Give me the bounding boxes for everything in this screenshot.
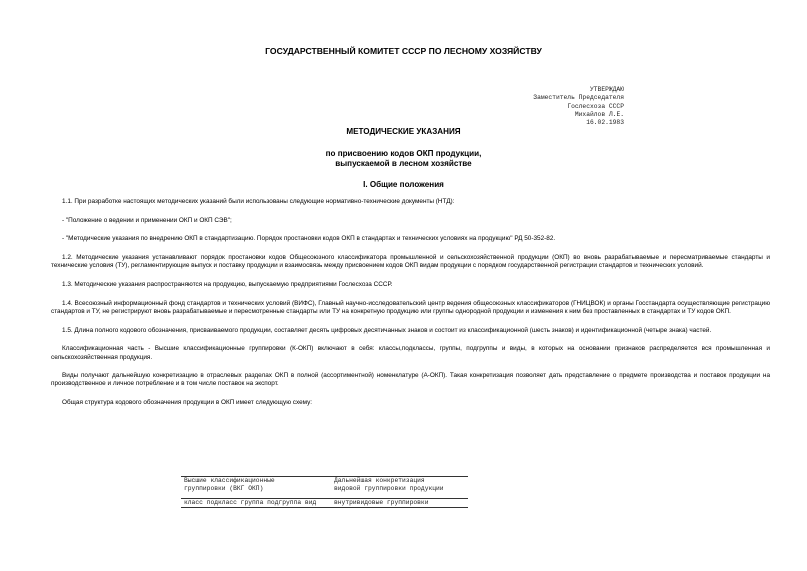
scheme-left-detail: класс подкласс группа подгруппа вид — [184, 499, 317, 507]
scheme-right-header: Дальнейшая конкретизация — [334, 477, 425, 484]
approval-line: Гослесхоза СССР — [567, 102, 624, 110]
scheme-divider — [181, 507, 468, 508]
paragraph: Виды получают дальнейшую конкретизацию в отраслевых разделах ОКП в полной (ассортиментной) номенклатуре (А-ОКП). Такая конкретизация позволяет дать представление о предмете производства и поставок продукции на производственное и личное потребление и в том числе поставок на экспорт. — [51, 372, 770, 388]
subtitle-line: выпускаемой в лесном хозяйстве — [335, 159, 472, 169]
paragraph: - "Положение о ведении и применении ОКП и ОКП СЭВ"; — [62, 216, 232, 224]
paragraph: 1.4. Всесоюзный информационный фонд стандартов и технических условий (ВИФС), Главный научно-исследовательский центр ведения общесоюзных классификаторов (ГНИЦВОК) и органы Госстандарта осуществляющие регистрацию стандартов и ТУ, не регистрируют вновь разрабатываемые и пересмотренные стандарты или ТУ на конкретную продукцию или группы однородной продукции и изменения к ним без проставленных в стандартах и ТУ кодов ОКП. — [51, 299, 770, 315]
approval-line: УТВЕРЖДАЮ — [589, 86, 624, 93]
scheme-left-header: Высшие классификационные — [184, 477, 275, 484]
approval-stamp — [533, 86, 624, 127]
document-title: МЕТОДИЧЕСКИЕ УКАЗАНИЯ — [346, 127, 461, 136]
section-heading: I. Общие положения — [363, 180, 444, 189]
document-subtitle — [0, 149, 807, 169]
scheme-right-header: видовой группировки продукции — [334, 485, 444, 493]
body-text — [51, 198, 770, 418]
scheme-detail-row — [181, 499, 468, 507]
scheme-right-detail: внутривидовые группировки — [334, 499, 429, 507]
approval-line: 16.02.1983 — [586, 119, 624, 127]
paragraph: 1.5. Длина полного кодового обозначения, присваиваемого продукции, составляет десять цифровых десятичанных знаков и состоит из классификационной (шесть знаков) и идентификационной (четыре знака) частей. — [62, 326, 712, 334]
scheme-header-row — [181, 485, 468, 493]
scheme-left-header: группировки (ВКГ ОКП) — [184, 485, 264, 493]
paragraph: - "Методические указания по внедрению ОКП в стандартизацию. Порядок простановки кодов ОКП в стандартах и технических условиях на продукцию" РД 50-352-82. — [62, 235, 556, 243]
paragraph: 1.2. Методические указания устанавливают порядок простановки кодов Общесоюзного классификатора промышленной и сельскохозяйственной продукции (ОКП) во вновь разрабатываемые и пересматриваемые стандарты и технические условия (ТУ), регламентирующие выпуск и поставку продукции и взаимосвязь между присвоением кодов ОКП видам продукции с порядком государственной регистрации стандартов и технических условий. — [51, 254, 770, 270]
approval-line: Михайлов Л.Е. — [574, 110, 624, 118]
paragraph: Общая структура кодового обозначения продукции в ОКП имеет следующую схему: — [62, 399, 313, 407]
subtitle-line: по присвоению кодов ОКП продукции, — [325, 149, 482, 158]
organization-title: ГОСУДАРСТВЕННЫЙ КОМИТЕТ СССР ПО ЛЕСНОМУ ХОЗЯЙСТВУ — [265, 46, 542, 56]
code-structure-scheme — [181, 476, 468, 508]
scheme-header-row — [181, 477, 468, 485]
paragraph: Классификационная часть - Высшие классификационные группировки (К-ОКП) включают в себя: классы,подклассы, группы, подгруппы и виды, в которых на основании признаков распределяется вся промышленная и сельскохозяйственная продукция. — [51, 345, 770, 361]
paragraph: 1.3. Методические указания распространяются на продукцию, выпускаемую предприятиями Гослесхоза СССР. — [62, 281, 393, 289]
paragraph: 1.1. При разработке настоящих методических указаний были использованы следующие нормативно-технические документы (НТД): — [62, 198, 455, 205]
approval-line: Заместитель Председателя — [533, 94, 624, 102]
